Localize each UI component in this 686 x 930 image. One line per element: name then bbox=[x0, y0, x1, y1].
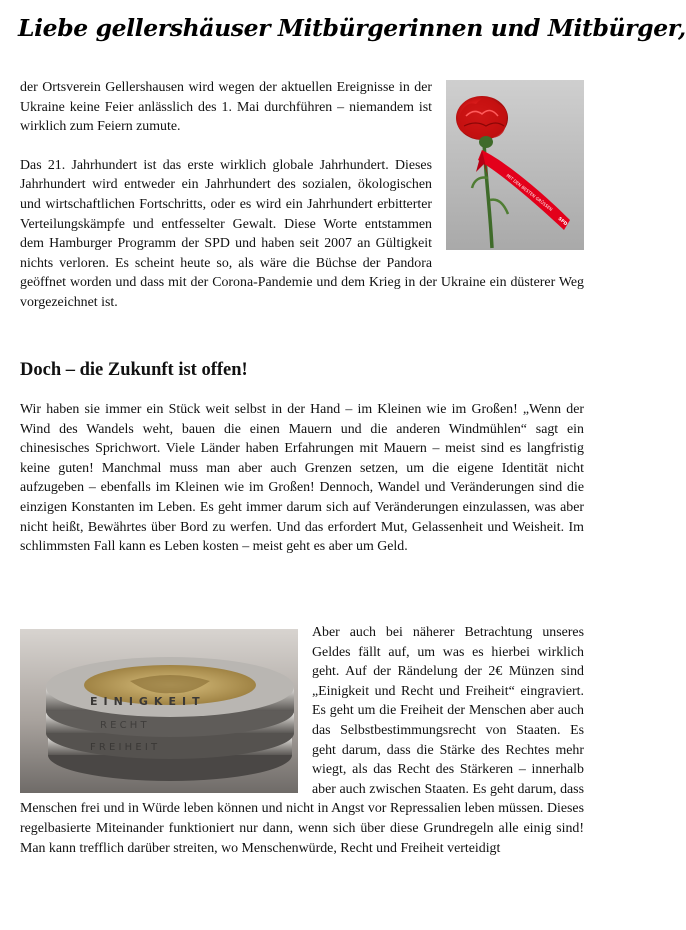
coin-edge-text-mid: R E C H T bbox=[100, 720, 147, 731]
section-heading: Doch – die Zukunft ist offen! bbox=[20, 360, 248, 380]
page-title: Liebe gellershäuser Mitbürgerinnen und Mitbürger, bbox=[18, 14, 686, 42]
future-paragraph: Wir haben sie immer ein Stück weit selbst in der Hand – im Kleinen wie im Großen! „Wenn der Wind des Wandels weht, bauen die einen Mauern und die anderen Windmühlen“ sagt ein chinesisches Sprichwort. Viele Länder haben Erfahrungen mit Mauern – meist sind es langfristig keine guten! Manchmal muss man aber auch Grenzen setzen, um die eigene Identität nicht aufzugeben – ebenfalls im Kleinen wie im Großen! Dennoch, Wandel und Veränderungen sind die einzigen Konstanten im Leben. Es geht immer darum sich auf Veränderungen einzulassen, was aber nicht heißt, Bewährtes über Bord zu werfen. Und das erfordert Mut, Gelassenheit und Weisheit. Im schlimmsten Fall kann es Leben kosten – meist geht es aber um Geld. bbox=[20, 402, 584, 555]
ribbon-text: MIT DEN BESTEN GRÜSSEN bbox=[505, 172, 554, 213]
carnation-illustration bbox=[446, 80, 584, 250]
intro-section bbox=[20, 78, 584, 313]
coin-stack-illustration bbox=[20, 629, 298, 793]
future-section bbox=[20, 400, 584, 557]
money-section bbox=[20, 623, 584, 858]
money-paragraph: Aber auch bei näherer Betrachtung unseres Geldes fällt auf, um was es hierbei wirklich geht. Auf der Rändelung der 2€ Münzen sind „Einigkeit und Recht und Freiheit“ eingraviert. Es geht um die Freiheit der Menschen aber auch das Selbstbestimmungsrecht von Staaten. Es geht darum, dass die Stärke des Rechtes mehr wiegt, als das Recht des Stärkeren – innerhalb aber auch zwischen Staaten. Es geht darum, dass Menschen frei und in Würde leben können und nicht in Angst vor Repressalien leben müssen. Dieses regelbasierte Miteinander funktioniert nur dann, wenn sich über diese Grundregeln alle einig sind! Man kann trefflich darüber streiten, wo Menschenwürde, Recht und Freiheit verteidigt bbox=[20, 625, 584, 856]
coin-edge-text-top: EINIGKEIT bbox=[90, 695, 206, 708]
ribbon-logo: SPD bbox=[556, 216, 568, 228]
century-paragraph: Das 21. Jahrhundert ist das erste wirklich globale Jahrhundert. Dieses Jahrhundert wird entweder ein Jahrhundert des sozialen, ökologischen und wirtschaftlichen Fortschritts, oder es wird ein Jahrhundert erbitterter Verteilungskämpfe und entfesselter Gewalt. Diese Worte entstammen dem Hamburger Programm der SPD und haben seit 2007 an Gültigkeit nichts verloren. Es scheint heute so, als wäre die Büchse der Pandora geöffnet worden und dass mit der Corona-Pandemie und dem Krieg in der Ukraine ein düsterer Weg vorgezeichnet ist. bbox=[20, 157, 584, 310]
coin-edge-text-low: F R E I H E I T bbox=[90, 742, 158, 753]
carnation-photo bbox=[446, 80, 584, 250]
intro-paragraph: der Ortsverein Gellershausen wird wegen der aktuellen Ereignisse in der Ukraine keine Feier anlässlich des 1. Mai durchführen – niemandem ist wirklich zum Feiern zumute. bbox=[20, 80, 432, 135]
coins-photo bbox=[20, 629, 298, 793]
